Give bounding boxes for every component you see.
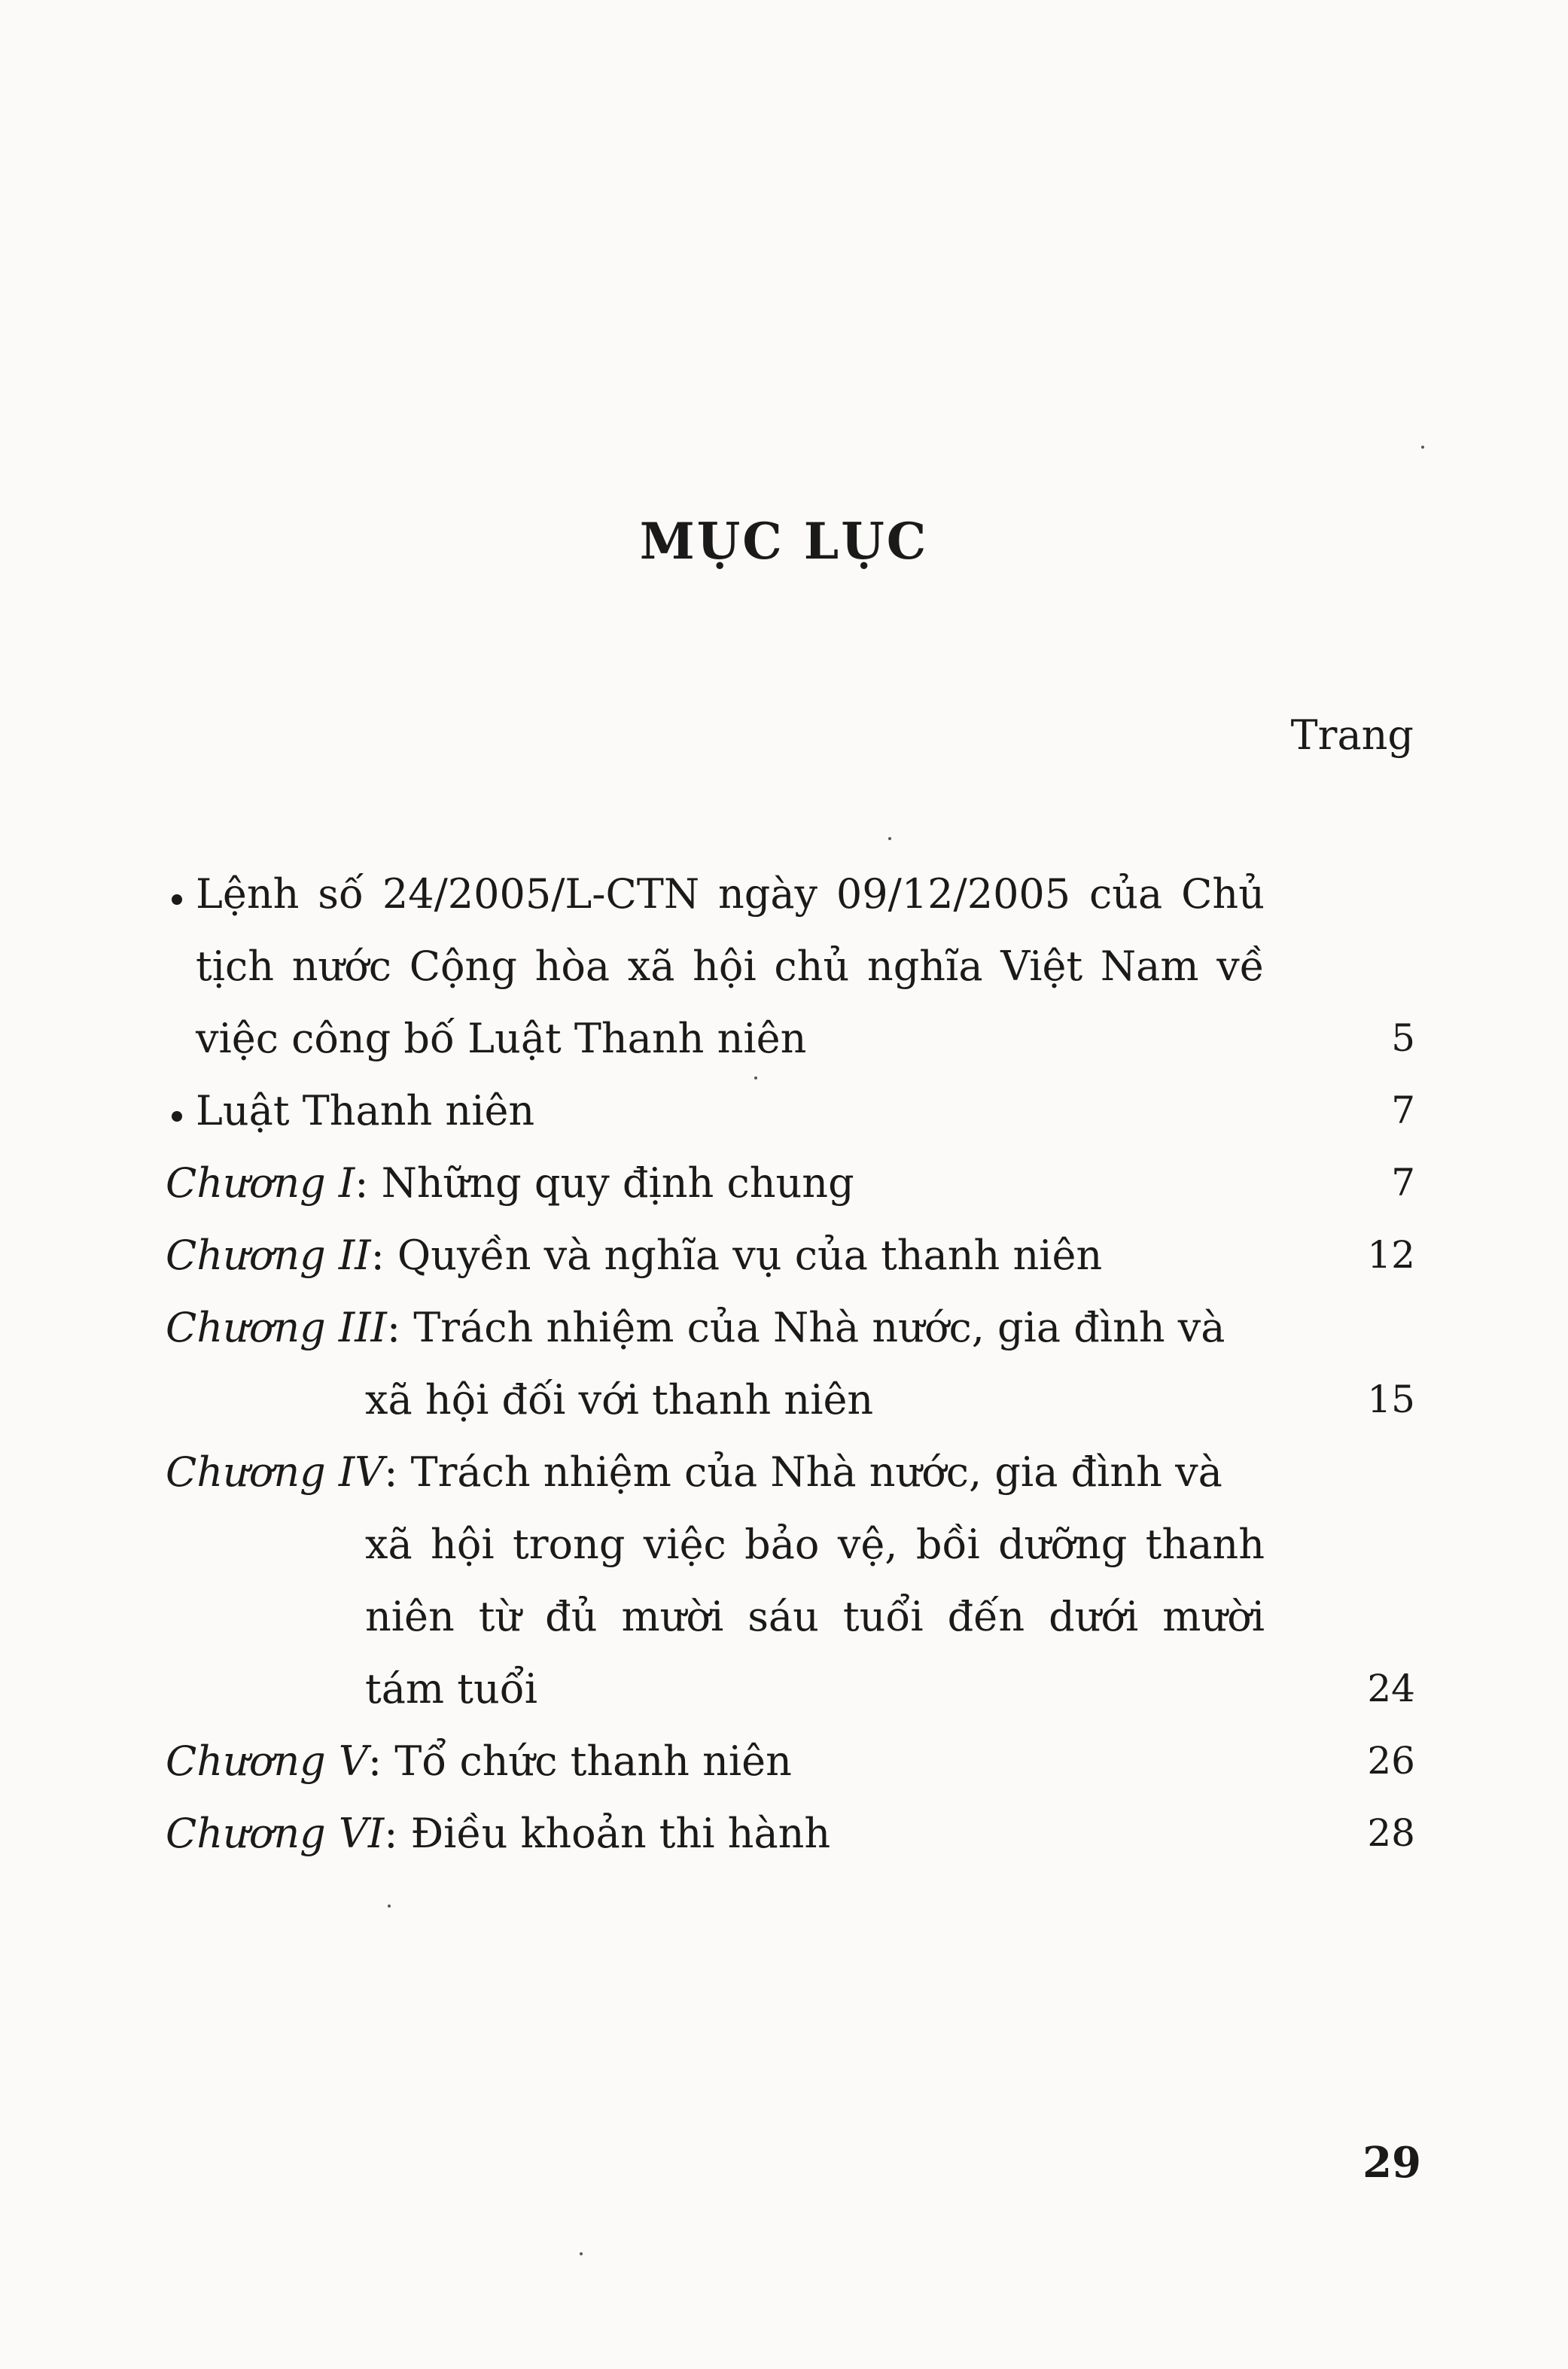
- paper-speck: [580, 2252, 583, 2255]
- table-of-contents: [166, 858, 1415, 1870]
- toc-entry-chuong-6[interactable]: Chương VI: Điều khoản thi hành 28: [166, 1810, 1415, 1857]
- paper-speck: [888, 837, 891, 840]
- toc-entry-page: 7: [1391, 1161, 1415, 1204]
- paper-speck: [388, 1905, 391, 1908]
- toc-entry-page: 26: [1367, 1739, 1415, 1783]
- toc-entry-luat[interactable]: [166, 1075, 1415, 1147]
- toc-entry-chuong-4[interactable]: Chương IV: Trách nhiệm của Nhà nước, gia đình và xã hội trong việc bảo vệ, bồi dưỡng thanh niên từ đủ mười sáu tuổi đến dưới mười tám tuổi 24: [166, 1436, 1415, 1725]
- toc-entry-page: 12: [1367, 1233, 1415, 1277]
- toc-entry-chuong-5[interactable]: Chương V: Tổ chức thanh niên 26: [166, 1737, 1415, 1785]
- toc-entry-page: 7: [1391, 1089, 1415, 1132]
- toc-entry-chuong-1[interactable]: Chương I: Những quy định chung 7: [166, 1159, 1415, 1207]
- chapter-title: Điều khoản thi hành: [410, 1810, 831, 1857]
- chapter-title: Những quy định chung: [381, 1159, 854, 1207]
- toc-entry-page: 15: [1367, 1378, 1415, 1421]
- chapter-label: Chương I: [166, 1159, 355, 1207]
- chapter-label: Chương VI: [166, 1810, 385, 1857]
- page-title: MỤC LỤC: [639, 512, 929, 571]
- toc-entry-chuong-3[interactable]: Chương III: Trách nhiệm của Nhà nước, gia đình và xã hội đối với thanh niên 15: [166, 1292, 1415, 1436]
- toc-entry-page: 24: [1367, 1667, 1415, 1710]
- chapter-title: Trách nhiệm của Nhà nước, gia đình và: [413, 1304, 1225, 1351]
- chapter-title-continued: xã hội đối với thanh niên: [365, 1376, 874, 1424]
- toc-entry-chuong-2[interactable]: Chương II: Quyền và nghĩa vụ của thanh niên 12: [166, 1232, 1415, 1279]
- paper-speck: [754, 1076, 757, 1079]
- chapter-label: Chương II: [166, 1232, 371, 1279]
- toc-entry-text: Lệnh số 24/2005/L-CTN ngày 09/12/2005 của Chủ tịch nước Cộng hòa xã hội chủ nghĩa Việt Nam về việc công bố Luật Thanh niên: [166, 858, 1265, 1075]
- toc-entry-lenh[interactable]: [166, 858, 1415, 1075]
- chapter-label: Chương III: [166, 1304, 387, 1351]
- toc-entry-page: 28: [1367, 1811, 1415, 1855]
- paper-speck: [1421, 446, 1424, 449]
- chapter-title: Tổ chức thanh niên: [394, 1737, 792, 1785]
- page-column-header: Trang: [1290, 711, 1414, 759]
- chapter-label: Chương V: [166, 1737, 368, 1785]
- chapter-label: Chương IV: [166, 1448, 385, 1496]
- chapter-title-continued: xã hội trong việc bảo vệ, bồi dưỡng thanh niên từ đủ mười sáu tuổi đến dưới mười tám tuổi: [365, 1521, 1265, 1713]
- toc-entry-text: Luật Thanh niên: [166, 1075, 1265, 1147]
- chapter-title: Quyền và nghĩa vụ của thanh niên: [397, 1232, 1103, 1279]
- chapter-title: Trách nhiệm của Nhà nước, gia đình và: [410, 1448, 1222, 1496]
- toc-entry-page: 5: [1391, 1016, 1415, 1060]
- page-number: 29: [1362, 2138, 1421, 2188]
